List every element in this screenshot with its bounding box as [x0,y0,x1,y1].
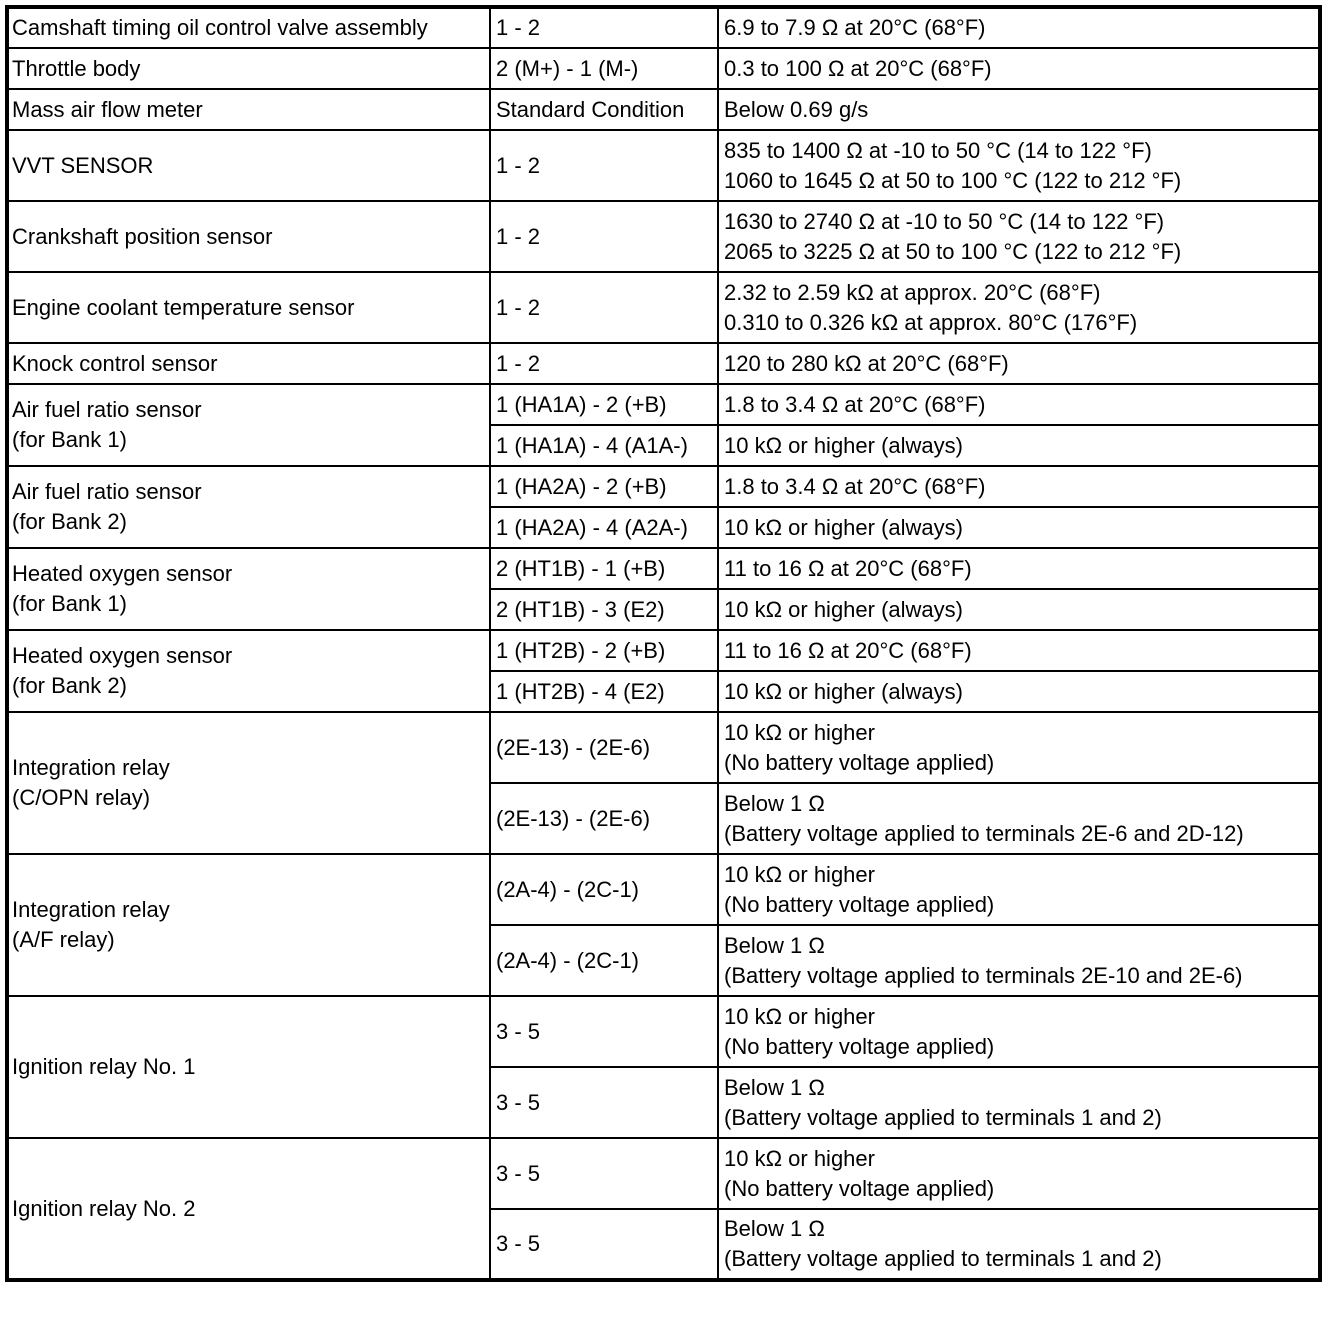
table-row [7,996,1320,1067]
condition-line: (No battery voltage applied) [724,749,995,775]
component-name-cell [7,48,490,89]
specified-condition-cell [718,1138,1320,1209]
table-row [7,630,1320,671]
component-name-cell [7,130,490,201]
terminal-connection-cell: 3 - 5 [490,1067,718,1138]
specified-condition-cell [718,925,1320,996]
component-name-line: (for Bank 1) [12,427,127,452]
condition-line: 11 to 16 Ω at 20°C (68°F) [724,555,972,581]
terminal-connection-cell: 2 (HT1B) - 3 (E2) [490,589,718,630]
table-row [7,1138,1320,1209]
component-name-line: (for Bank 2) [12,673,127,698]
component-name-line: Air fuel ratio sensor [12,397,202,422]
condition-line: (Battery voltage applied to terminals 1 and 2) [724,1246,1162,1271]
component-name-cell [7,466,490,548]
specified-condition-cell [718,425,1320,466]
specified-condition-cell [718,996,1320,1067]
component-name-line: Integration relay [12,755,170,780]
terminal-connection-cell: 3 - 5 [490,1209,718,1280]
specified-condition-cell [718,130,1320,201]
table-row [7,7,1320,48]
condition-line: (No battery voltage applied) [724,1033,995,1059]
component-name-line: Heated oxygen sensor [12,561,233,586]
resistance-spec-table [5,5,1322,1282]
table-row [7,343,1320,384]
condition-line: 0.3 to 100 Ω at 20°C (68°F) [724,55,992,81]
terminal-connection-cell: (2A-4) - (2C-1) [490,854,718,925]
specified-condition-cell [718,1067,1320,1138]
condition-line: (No battery voltage applied) [724,891,995,917]
terminal-connection-cell: 1 (HA2A) - 2 (+B) [490,466,718,507]
specified-condition-cell [718,89,1320,130]
condition-line: 2.32 to 2.59 kΩ at approx. 20°C (68°F) [724,279,1101,305]
condition-line: (No battery voltage applied) [724,1175,995,1201]
specified-condition-cell [718,272,1320,343]
component-name-cell [7,854,490,996]
table-row [7,130,1320,201]
condition-line: 0.310 to 0.326 kΩ at approx. 80°C (176°F) [724,309,1138,335]
condition-line: 1.8 to 3.4 Ω at 20°C (68°F) [724,473,986,499]
component-name-line: Mass air flow meter [12,96,203,122]
specified-condition-cell [718,7,1320,48]
table-row [7,48,1320,89]
table-row [7,384,1320,425]
component-name-line: Ignition relay No. 2 [12,1195,196,1221]
specified-condition-cell [718,712,1320,783]
component-name-cell [7,1138,490,1280]
component-name-line: (C/OPN relay) [12,785,151,810]
condition-line: (Battery voltage applied to terminals 2E-6 and 2D-12) [724,820,1244,846]
component-name-cell [7,89,490,130]
condition-line: (Battery voltage applied to terminals 2E-10 and 2E-6) [724,962,1243,988]
table-row [7,201,1320,272]
condition-line: 120 to 280 kΩ at 20°C (68°F) [724,350,1009,376]
condition-line: 11 to 16 Ω at 20°C (68°F) [724,637,972,663]
specified-condition-cell [718,384,1320,425]
table-row [7,548,1320,589]
component-name-line: (for Bank 2) [12,509,127,534]
specified-condition-cell [718,466,1320,507]
component-name-line: Throttle body [12,55,141,81]
terminal-connection-cell: 3 - 5 [490,1138,718,1209]
component-name-line: Camshaft timing oil control valve assembly [12,15,428,40]
component-name-line: VVT SENSOR [12,152,154,178]
table-row [7,466,1320,507]
specified-condition-cell [718,48,1320,89]
terminal-connection-cell: 1 - 2 [490,272,718,343]
component-name-line: (A/F relay) [12,927,115,952]
component-name-cell [7,384,490,466]
terminal-connection-cell: (2E-13) - (2E-6) [490,712,718,783]
condition-line: Below 1 Ω [724,790,825,816]
component-name-cell [7,201,490,272]
terminal-connection-cell: 1 (HA1A) - 2 (+B) [490,384,718,425]
component-name-cell [7,630,490,712]
condition-line: 10 kΩ or higher (always) [724,432,963,458]
condition-line: Below 0.69 g/s [724,96,869,122]
table-row [7,272,1320,343]
specified-condition-cell [718,783,1320,854]
terminal-connection-cell: 1 - 2 [490,7,718,48]
terminal-connection-cell: 1 (HT2B) - 2 (+B) [490,630,718,671]
terminal-connection-cell: 1 - 2 [490,343,718,384]
terminal-connection-cell: 3 - 5 [490,996,718,1067]
condition-line: 1060 to 1645 Ω at 50 to 100 °C (122 to 212 °F) [724,167,1182,193]
condition-line: 2065 to 3225 Ω at 50 to 100 °C (122 to 212 °F) [724,238,1182,264]
terminal-connection-cell: Standard Condition [490,89,718,130]
table-row [7,89,1320,130]
component-name-line: Crankshaft position sensor [12,223,273,249]
condition-line: 6.9 to 7.9 Ω at 20°C (68°F) [724,15,986,40]
condition-line: 835 to 1400 Ω at -10 to 50 °C (14 to 122 °F) [724,137,1152,163]
specified-condition-cell [718,671,1320,712]
component-name-cell [7,548,490,630]
terminal-connection-cell: (2A-4) - (2C-1) [490,925,718,996]
table-row [7,712,1320,783]
table-row [7,854,1320,925]
spec-table-body [7,7,1320,1280]
terminal-connection-cell: 1 - 2 [490,201,718,272]
specified-condition-cell [718,854,1320,925]
specified-condition-cell [718,1209,1320,1280]
condition-line: 10 kΩ or higher (always) [724,514,963,540]
component-name-line: Engine coolant temperature sensor [12,294,355,320]
condition-line: Below 1 Ω [724,1074,825,1100]
component-name-line: Integration relay [12,897,170,922]
terminal-connection-cell: 1 (HT2B) - 4 (E2) [490,671,718,712]
terminal-connection-cell: 1 (HA2A) - 4 (A2A-) [490,507,718,548]
condition-line: (Battery voltage applied to terminals 1 and 2) [724,1104,1162,1130]
component-name-line: Air fuel ratio sensor [12,479,202,504]
terminal-connection-cell: (2E-13) - (2E-6) [490,783,718,854]
condition-line: 1630 to 2740 Ω at -10 to 50 °C (14 to 122 °F) [724,208,1165,234]
component-name-line: Heated oxygen sensor [12,643,233,668]
condition-line: 10 kΩ or higher [724,861,875,887]
specified-condition-cell [718,507,1320,548]
specified-condition-cell [718,343,1320,384]
condition-line: 1.8 to 3.4 Ω at 20°C (68°F) [724,391,986,417]
specified-condition-cell [718,201,1320,272]
component-name-cell [7,7,490,48]
component-name-cell [7,712,490,854]
component-name-cell [7,272,490,343]
condition-line: Below 1 Ω [724,932,825,958]
specified-condition-cell [718,548,1320,589]
terminal-connection-cell: 1 - 2 [490,130,718,201]
condition-line: 10 kΩ or higher [724,719,875,745]
component-name-line: Ignition relay No. 1 [12,1054,196,1079]
condition-line: 10 kΩ or higher (always) [724,596,963,622]
condition-line: 10 kΩ or higher (always) [724,678,963,704]
specified-condition-cell [718,630,1320,671]
condition-line: Below 1 Ω [724,1216,825,1241]
component-name-line: Knock control sensor [12,350,218,376]
terminal-connection-cell: 2 (M+) - 1 (M-) [490,48,718,89]
component-name-line: (for Bank 1) [12,591,127,616]
terminal-connection-cell: 2 (HT1B) - 1 (+B) [490,548,718,589]
specified-condition-cell [718,589,1320,630]
condition-line: 10 kΩ or higher [724,1003,875,1029]
condition-line: 10 kΩ or higher [724,1145,875,1171]
component-name-cell [7,343,490,384]
terminal-connection-cell: 1 (HA1A) - 4 (A1A-) [490,425,718,466]
component-name-cell [7,996,490,1138]
